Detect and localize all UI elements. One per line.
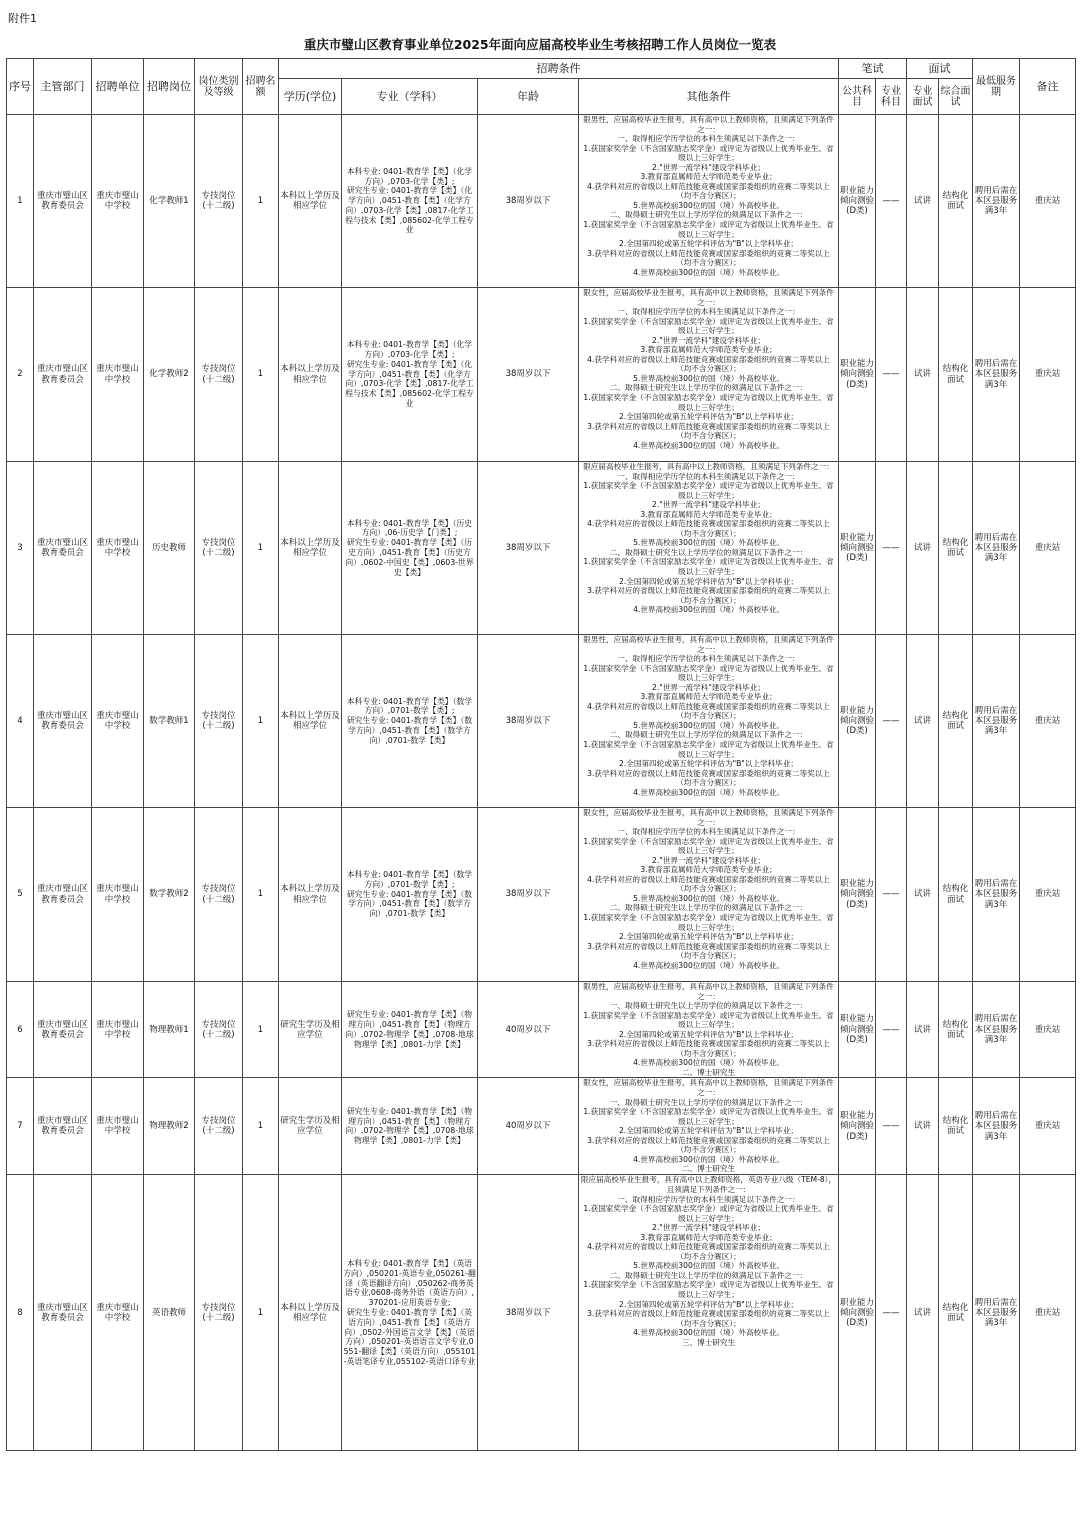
seq-cell: 5	[7, 808, 34, 982]
other-conditions-cell: 限男性，应届高校毕业生报考，具有高中以上教师资格，且须满足下列条件之一： 一、取得硕士研究生以上学历学位的须满足以下条件之一： 1.获国家奖学金（不含国家励志奖学金）或评定为省级以上优秀毕业生、省级以上三好学生； 2.全国第四轮或第五轮学科评估为"B"以上学科毕业； 3.获学科对应的省级以上师范技能竞赛或国家部委组织的竞赛二等奖以上（均不含分赛区）； 4.世界高校前300位的国（境）外高校毕业。 二、博士研究生	[579, 982, 839, 1078]
education-cell: 研究生学历及相应学位	[279, 1078, 342, 1175]
header-education: 学历(学位)	[279, 79, 342, 115]
prof-subject-cell: ——	[876, 115, 907, 288]
header-prof-interview: 专业面试	[907, 79, 939, 115]
remark-cell: 重庆站	[1020, 462, 1076, 635]
public-subject-cell: 职业能力倾向测验(D类)	[839, 808, 876, 982]
major-cell: 本科专业: 0401-教育学【类】（数学方向）,0701-数学【类】; 研究生专业: 0401-教育学【类】（数学方向）,0451-教育【类】（数学方向）,0701-数学【类】	[342, 808, 478, 982]
post-cell: 化学教师1	[144, 115, 195, 288]
table-row	[7, 808, 1076, 982]
prof-interview-cell: 试讲	[907, 115, 939, 288]
post-cell: 数学教师2	[144, 808, 195, 982]
min-service-cell: 聘用后需在本区县服务满3年	[973, 1175, 1020, 1451]
header-remark: 备注	[1020, 59, 1076, 115]
public-subject-cell: 职业能力倾向测验(D类)	[839, 288, 876, 462]
public-subject-cell: 职业能力倾向测验(D类)	[839, 1078, 876, 1175]
other-conditions-cell: 限女性，应届高校毕业生报考，具有高中以上教师资格，且须满足下列条件之一： 一、取得硕士研究生以上学历学位的须满足以下条件之一： 1.获国家奖学金（不含国家励志奖学金）或评定为省级以上优秀毕业生、省级以上三好学生； 2.全国第四轮或第五轮学科评估为"B"以上学科毕业； 3.获学科对应的省级以上师范技能竞赛或国家部委组织的竞赛二等奖以上（均不含分赛区）； 4.世界高校前300位的国（境）外高校毕业。 二、博士研究生	[579, 1078, 839, 1175]
prof-interview-cell: 试讲	[907, 635, 939, 808]
dept-cell: 重庆市璧山区教育委员会	[34, 1175, 92, 1451]
major-cell: 研究生专业: 0401-教育学【类】（物理方向）,0451-教育【类】（物理方向）,0702-物理学【类】,0708-地球物理学【类】,0801-力学【类】	[342, 982, 478, 1078]
prof-subject-cell: ——	[876, 288, 907, 462]
prof-subject-cell: ——	[876, 982, 907, 1078]
header-unit: 招聘单位	[92, 59, 144, 115]
education-cell: 本科以上学历及相应学位	[279, 1175, 342, 1451]
prof-subject-cell: ——	[876, 1078, 907, 1175]
prof-interview-cell: 试讲	[907, 982, 939, 1078]
category-cell: 专技岗位(十二级)	[195, 462, 243, 635]
other-conditions-cell: 限女性，应届高校毕业生报考，具有高中以上教师资格，且须满足下列条件之一： 一、取得相应学历学位的本科生须满足以下条件之一： 1.获国家奖学金（不含国家励志奖学金）或评定为省级以上优秀毕业生、省级以上三好学生； 2."世界一流学科"建设学科毕业； 3.教育部直属师范大学师范类专业毕业； 4.获学科对应的省级以上师范技能竞赛或国家部委组织的竞赛二等奖以上（均不含分赛区）； 5.世界高校前300位的国（境）外高校毕业。 二、取得硕士研究生以上学历学位的须满足以下条件之一： 1.获国家奖学金（不含国家励志奖学金）或评定为省级以上优秀毕业生、省级以上三好学生； 2.全国第四轮或第五轮学科评估为"B"以上学科毕业； 3.获学科对应的省级以上师范技能竞赛或国家部委组织的竞赛二等奖以上（均不含分赛区）； 4.世界高校前300位的国（境）外高校毕业。	[579, 808, 839, 982]
category-cell: 专技岗位(十二级)	[195, 115, 243, 288]
quota-cell: 1	[243, 462, 279, 635]
post-cell: 物理教师1	[144, 982, 195, 1078]
education-cell: 本科以上学历及相应学位	[279, 808, 342, 982]
other-conditions-cell: 限应届高校毕业生报考，具有高中以上教师资格，且须满足下列条件之一： 一、取得相应学历学位的本科生须满足以下条件之一： 1.获国家奖学金（不含国家励志奖学金）或评定为省级以上优秀毕业生、省级以上三好学生； 2."世界一流学科"建设学科毕业； 3.教育部直属师范大学师范类专业毕业； 4.获学科对应的省级以上师范技能竞赛或国家部委组织的竞赛二等奖以上（均不含分赛区）； 5.世界高校前300位的国（境）外高校毕业。 二、取得硕士研究生以上学历学位的须满足以下条件之一： 1.获国家奖学金（不含国家励志奖学金）或评定为省级以上优秀毕业生、省级以上三好学生； 2.全国第四轮或第五轮学科评估为"B"以上学科毕业； 3.获学科对应的省级以上师范技能竞赛或国家部委组织的竞赛二等奖以上（均不含分赛区）； 4.世界高校前300位的国（境）外高校毕业。	[579, 462, 839, 635]
dept-cell: 重庆市璧山区教育委员会	[34, 115, 92, 288]
major-cell: 本科专业: 0401-教育学【类】（化学方向）,0703-化学【类】; 研究生专业: 0401-教育学【类】（化学方向）,0451-教育【类】（化学方向）,0703-化学【类】,0817-化学工程与技术【类】,085602-化学工程专业	[342, 115, 478, 288]
quota-cell: 1	[243, 635, 279, 808]
prof-subject-cell: ——	[876, 462, 907, 635]
quota-cell: 1	[243, 288, 279, 462]
table-row	[7, 635, 1076, 808]
age-cell: 38周岁以下	[478, 1175, 579, 1451]
min-service-cell: 聘用后需在本区县服务满3年	[973, 115, 1020, 288]
age-cell: 38周岁以下	[478, 808, 579, 982]
dept-cell: 重庆市璧山区教育委员会	[34, 635, 92, 808]
header-min-service: 最低服务期	[973, 59, 1020, 115]
min-service-cell: 聘用后需在本区县服务满3年	[973, 982, 1020, 1078]
public-subject-cell: 职业能力倾向测验(D类)	[839, 462, 876, 635]
seq-cell: 4	[7, 635, 34, 808]
major-cell: 本科专业: 0401-教育学【类】（历史方向）,06-历史学【门类】; 研究生专业: 0401-教育学【类】（历史方向）,0451-教育【类】（历史方向）,0602-中国史【类】,0603-世界史【类】	[342, 462, 478, 635]
header-interview: 面试	[907, 59, 973, 79]
prof-interview-cell: 试讲	[907, 288, 939, 462]
attachment-label: 附件1	[8, 12, 37, 25]
post-cell: 历史教师	[144, 462, 195, 635]
major-cell: 本科专业: 0401-教育学【类】（数学方向）,0701-数学【类】; 研究生专业: 0401-教育学【类】（数学方向）,0451-教育【类】（数学方向）,0701-数学【类】	[342, 635, 478, 808]
comp-interview-cell: 结构化面试	[939, 982, 973, 1078]
unit-cell: 重庆市璧山中学校	[92, 115, 144, 288]
comp-interview-cell: 结构化面试	[939, 635, 973, 808]
dept-cell: 重庆市璧山区教育委员会	[34, 808, 92, 982]
header-post: 招聘岗位	[144, 59, 195, 115]
age-cell: 38周岁以下	[478, 635, 579, 808]
post-cell: 英语教师	[144, 1175, 195, 1451]
header-dept: 主管部门	[34, 59, 92, 115]
prof-interview-cell: 试讲	[907, 462, 939, 635]
unit-cell: 重庆市璧山中学校	[92, 808, 144, 982]
header-category: 岗位类别及等级	[195, 59, 243, 115]
remark-cell: 重庆站	[1020, 1078, 1076, 1175]
education-cell: 本科以上学历及相应学位	[279, 462, 342, 635]
unit-cell: 重庆市璧山中学校	[92, 1078, 144, 1175]
header-quota: 招聘名额	[243, 59, 279, 115]
header-major: 专业（学科）	[342, 79, 478, 115]
age-cell: 38周岁以下	[478, 115, 579, 288]
education-cell: 本科以上学历及相应学位	[279, 635, 342, 808]
header-conditions: 招聘条件	[279, 59, 839, 79]
quota-cell: 1	[243, 808, 279, 982]
prof-interview-cell: 试讲	[907, 1078, 939, 1175]
dept-cell: 重庆市璧山区教育委员会	[34, 288, 92, 462]
quota-cell: 1	[243, 1078, 279, 1175]
unit-cell: 重庆市璧山中学校	[92, 288, 144, 462]
public-subject-cell: 职业能力倾向测验(D类)	[839, 982, 876, 1078]
prof-interview-cell: 试讲	[907, 808, 939, 982]
remark-cell: 重庆站	[1020, 115, 1076, 288]
page-title: 重庆市璧山区教育事业单位2025年面向应届高校毕业生考核招聘工作人员岗位一览表	[303, 37, 777, 52]
other-conditions-cell: 限女性，应届高校毕业生报考，具有高中以上教师资格，且须满足下列条件之一： 一、取得相应学历学位的本科生须满足以下条件之一： 1.获国家奖学金（不含国家励志奖学金）或评定为省级以上优秀毕业生、省级以上三好学生； 2."世界一流学科"建设学科毕业； 3.教育部直属师范大学师范类专业毕业； 4.获学科对应的省级以上师范技能竞赛或国家部委组织的竞赛二等奖以上（均不含分赛区）； 5.世界高校前300位的国（境）外高校毕业。 二、取得硕士研究生以上学历学位的须满足以下条件之一： 1.获国家奖学金（不含国家励志奖学金）或评定为省级以上优秀毕业生、省级以上三好学生； 2.全国第四轮或第五轮学科评估为"B"以上学科毕业； 3.获学科对应的省级以上师范技能竞赛或国家部委组织的竞赛二等奖以上（均不含分赛区）； 4.世界高校前300位的国（境）外高校毕业。	[579, 288, 839, 462]
age-cell: 38周岁以下	[478, 462, 579, 635]
other-conditions-cell: 限男性，应届高校毕业生报考，具有高中以上教师资格，且须满足下列条件之一： 一、取得相应学历学位的本科生须满足以下条件之一： 1.获国家奖学金（不含国家励志奖学金）或评定为省级以上优秀毕业生、省级以上三好学生； 2."世界一流学科"建设学科毕业； 3.教育部直属师范大学师范类专业毕业； 4.获学科对应的省级以上师范技能竞赛或国家部委组织的竞赛二等奖以上（均不含分赛区）； 5.世界高校前300位的国（境）外高校毕业。 二、取得硕士研究生以上学历学位的须满足以下条件之一： 1.获国家奖学金（不含国家励志奖学金）或评定为省级以上优秀毕业生、省级以上三好学生； 2.全国第四轮或第五轮学科评估为"B"以上学科毕业； 3.获学科对应的省级以上师范技能竞赛或国家部委组织的竞赛二等奖以上（均不含分赛区）； 4.世界高校前300位的国（境）外高校毕业。	[579, 115, 839, 288]
comp-interview-cell: 结构化面试	[939, 1078, 973, 1175]
positions-table	[6, 58, 1076, 1451]
prof-subject-cell: ——	[876, 635, 907, 808]
major-cell: 本科专业: 0401-教育学【类】（化学方向）,0703-化学【类】; 研究生专业: 0401-教育学【类】（化学方向）,0451-教育【类】（化学方向）,0703-化学【类】,0817-化学工程与技术【类】,085602-化学工程专业	[342, 288, 478, 462]
post-cell: 物理教师2	[144, 1078, 195, 1175]
quota-cell: 1	[243, 1175, 279, 1451]
remark-cell: 重庆站	[1020, 808, 1076, 982]
table-row	[7, 1175, 1076, 1451]
other-conditions-cell: 限男性，应届高校毕业生报考，具有高中以上教师资格，且须满足下列条件之一： 一、取得相应学历学位的本科生须满足以下条件之一： 1.获国家奖学金（不含国家励志奖学金）或评定为省级以上优秀毕业生、省级以上三好学生； 2."世界一流学科"建设学科毕业； 3.教育部直属师范大学师范类专业毕业； 4.获学科对应的省级以上师范技能竞赛或国家部委组织的竞赛二等奖以上（均不含分赛区）； 5.世界高校前300位的国（境）外高校毕业。 二、取得硕士研究生以上学历学位的须满足以下条件之一： 1.获国家奖学金（不含国家励志奖学金）或评定为省级以上优秀毕业生、省级以上三好学生； 2.全国第四轮或第五轮学科评估为"B"以上学科毕业； 3.获学科对应的省级以上师范技能竞赛或国家部委组织的竞赛二等奖以上（均不含分赛区）； 4.世界高校前300位的国（境）外高校毕业。	[579, 635, 839, 808]
remark-cell: 重庆站	[1020, 635, 1076, 808]
comp-interview-cell: 结构化面试	[939, 808, 973, 982]
prof-interview-cell: 试讲	[907, 1175, 939, 1451]
post-cell: 数学教师1	[144, 635, 195, 808]
header-other: 其他条件	[579, 79, 839, 115]
header-comp-interview: 综合面试	[939, 79, 973, 115]
table-row	[7, 288, 1076, 462]
comp-interview-cell: 结构化面试	[939, 115, 973, 288]
category-cell: 专技岗位(十二级)	[195, 982, 243, 1078]
comp-interview-cell: 结构化面试	[939, 288, 973, 462]
comp-interview-cell: 结构化面试	[939, 462, 973, 635]
age-cell: 38周岁以下	[478, 288, 579, 462]
min-service-cell: 聘用后需在本区县服务满3年	[973, 635, 1020, 808]
header-written: 笔试	[839, 59, 907, 79]
min-service-cell: 聘用后需在本区县服务满3年	[973, 288, 1020, 462]
major-cell: 研究生专业: 0401-教育学【类】（物理方向）,0451-教育【类】（物理方向）,0702-物理学【类】,0708-地球物理学【类】,0801-力学【类】	[342, 1078, 478, 1175]
unit-cell: 重庆市璧山中学校	[92, 635, 144, 808]
min-service-cell: 聘用后需在本区县服务满3年	[973, 808, 1020, 982]
age-cell: 40周岁以下	[478, 1078, 579, 1175]
category-cell: 专技岗位(十二级)	[195, 288, 243, 462]
header-public-subject: 公共科目	[839, 79, 876, 115]
seq-cell: 6	[7, 982, 34, 1078]
dept-cell: 重庆市璧山区教育委员会	[34, 462, 92, 635]
unit-cell: 重庆市璧山中学校	[92, 982, 144, 1078]
dept-cell: 重庆市璧山区教育委员会	[34, 982, 92, 1078]
prof-subject-cell: ——	[876, 808, 907, 982]
age-cell: 40周岁以下	[478, 982, 579, 1078]
quota-cell: 1	[243, 982, 279, 1078]
remark-cell: 重庆站	[1020, 288, 1076, 462]
table-row	[7, 462, 1076, 635]
header-prof-subject: 专业科目	[876, 79, 907, 115]
category-cell: 专技岗位(十二级)	[195, 1175, 243, 1451]
table-row	[7, 1078, 1076, 1175]
public-subject-cell: 职业能力倾向测验(D类)	[839, 635, 876, 808]
seq-cell: 1	[7, 115, 34, 288]
remark-cell: 重庆站	[1020, 982, 1076, 1078]
table-row	[7, 115, 1076, 288]
unit-cell: 重庆市璧山中学校	[92, 1175, 144, 1451]
unit-cell: 重庆市璧山中学校	[92, 462, 144, 635]
category-cell: 专技岗位(十二级)	[195, 808, 243, 982]
min-service-cell: 聘用后需在本区县服务满3年	[973, 1078, 1020, 1175]
seq-cell: 3	[7, 462, 34, 635]
dept-cell: 重庆市璧山区教育委员会	[34, 1078, 92, 1175]
category-cell: 专技岗位(十二级)	[195, 1078, 243, 1175]
category-cell: 专技岗位(十二级)	[195, 635, 243, 808]
education-cell: 研究生学历及相应学位	[279, 982, 342, 1078]
header-age: 年龄	[478, 79, 579, 115]
seq-cell: 7	[7, 1078, 34, 1175]
public-subject-cell: 职业能力倾向测验(D类)	[839, 115, 876, 288]
education-cell: 本科以上学历及相应学位	[279, 288, 342, 462]
comp-interview-cell: 结构化面试	[939, 1175, 973, 1451]
other-conditions-cell: 限应届高校毕业生报考，具有高中以上教师资格，英语专业八级（TEM-8），且须满足下列条件之一： 一、取得相应学历学位的本科生须满足以下条件之一： 1.获国家奖学金（不含国家励志奖学金）或评定为省级以上优秀毕业生、省级以上三好学生； 2."世界一流学科"建设学科毕业； 3.教育部直属师范大学师范类专业毕业； 4.获学科对应的省级以上师范技能竞赛或国家部委组织的竞赛二等奖以上（均不含分赛区）； 5.世界高校前300位的国（境）外高校毕业。 二、取得硕士研究生以上学历学位的须满足以下条件之一： 1.获国家奖学金（不含国家励志奖学金）或评定为省级以上优秀毕业生、省级以上三好学生； 2.全国第四轮或第五轮学科评估为"B"以上学科毕业； 3.获学科对应的省级以上师范技能竞赛或国家部委组织的竞赛二等奖以上（均不含分赛区）； 4.世界高校前300位的国（境）外高校毕业。 三、博士研究生	[579, 1175, 839, 1451]
remark-cell: 重庆站	[1020, 1175, 1076, 1451]
table-body	[7, 115, 1076, 1451]
table-row	[7, 982, 1076, 1078]
min-service-cell: 聘用后需在本区县服务满3年	[973, 462, 1020, 635]
header-seq: 序号	[7, 59, 34, 115]
seq-cell: 8	[7, 1175, 34, 1451]
public-subject-cell: 职业能力倾向测验(D类)	[839, 1175, 876, 1451]
seq-cell: 2	[7, 288, 34, 462]
prof-subject-cell: ——	[876, 1175, 907, 1451]
education-cell: 本科以上学历及相应学位	[279, 115, 342, 288]
quota-cell: 1	[243, 115, 279, 288]
post-cell: 化学教师2	[144, 288, 195, 462]
major-cell: 本科专业: 0401-教育学【类】（英语方向）,050201-英语专业,050261-翻译（英语翻译方向）,050262-商务英语专业,0608-商务外语（英语方向）,370201-应用英语专业; 研究生专业: 0401-教育学【类】（英语方向）,0451-教育【类】（英语方向）,0502-外国语言文学【类】（英语方向）,050201-英语语言文学专业,0551-翻译【类】（英语方向）,055101-英语笔译专业,055102-英语口译专业	[342, 1175, 478, 1451]
